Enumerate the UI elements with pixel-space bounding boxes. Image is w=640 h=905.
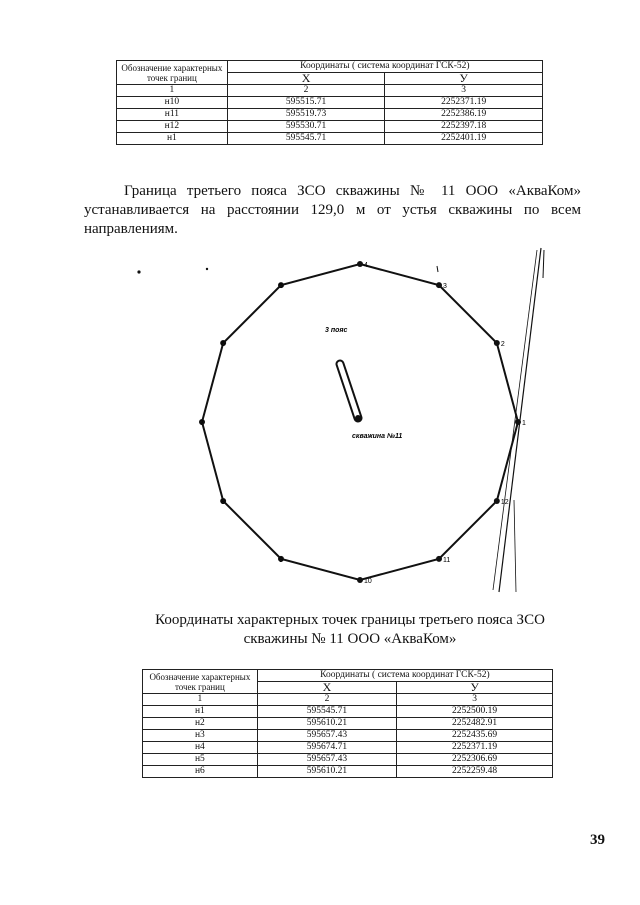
column-number: 2	[227, 85, 385, 97]
point-cell: н1	[117, 133, 228, 145]
point-cell: н11	[117, 109, 228, 121]
page-number: 39	[590, 832, 605, 848]
y-cell: 2252482.91	[397, 718, 553, 730]
table-row	[143, 766, 553, 778]
y-cell: 2252306.69	[397, 754, 553, 766]
well-label: скважина №11	[352, 433, 403, 440]
stray-mark	[437, 266, 438, 272]
y-cell: 2252371.19	[397, 742, 553, 754]
point-cell: н4	[143, 742, 258, 754]
boundary-point	[436, 556, 442, 562]
paragraph-line: устанавливается на расстоянии 129,0 м от устья скважины по всем	[84, 202, 581, 218]
boundary-point-label: 8	[221, 499, 226, 506]
boundary-point-label: 1	[522, 420, 526, 427]
paragraph-line: Граница третьего пояса ЗСО скважины № 11 ООО «АкваКом»	[124, 183, 581, 199]
boundary-point-label: 5	[279, 283, 283, 291]
column-number: 3	[397, 694, 553, 706]
road-line	[514, 500, 516, 592]
boundary-point	[436, 282, 442, 288]
boundary-point	[515, 419, 521, 425]
boundary-point-label: 3	[443, 283, 447, 291]
table-row	[143, 742, 553, 754]
column-number: 2	[257, 694, 396, 706]
boundary-point-label: 12	[500, 499, 509, 506]
boundary-point-label: 7	[200, 420, 204, 427]
paragraph-line: направлениям.	[84, 221, 178, 237]
x-header: X	[227, 73, 385, 85]
boundary-points	[199, 261, 526, 585]
column-number: 1	[143, 694, 258, 706]
y-cell: 2252397.18	[385, 121, 543, 133]
designation-header: Обозначение характерных точек границ	[117, 61, 228, 85]
table-caption	[100, 611, 600, 649]
x-cell: 595610.21	[257, 766, 396, 778]
coordinates-table-2	[142, 669, 553, 778]
column-number-row	[143, 694, 553, 706]
boundary-point	[494, 498, 500, 504]
x-cell: 595657.43	[257, 754, 396, 766]
y-cell: 2252371.19	[385, 97, 543, 109]
x-cell: 595657.43	[257, 730, 396, 742]
caption-line: Координаты характерных точек границы третьего пояса ЗСО	[155, 612, 545, 628]
x-cell: 595530.71	[227, 121, 385, 133]
coordinates-header: Координаты ( система координат ГСК-52)	[257, 670, 552, 682]
x-cell: 595674.71	[257, 742, 396, 754]
road-line	[543, 250, 544, 278]
boundary-point-label: 2	[500, 341, 505, 348]
x-cell: 595515.71	[227, 97, 385, 109]
boundary-point-label: 4	[364, 262, 368, 269]
column-number: 3	[385, 85, 543, 97]
point-cell: н1	[143, 706, 258, 718]
point-cell: н6	[143, 766, 258, 778]
caption-line: скважины № 11 ООО «АкваКом»	[243, 631, 457, 647]
boundary-point-label: 11	[443, 556, 451, 564]
designation-header: Обозначение характерных точек границ	[143, 670, 258, 694]
stray-mark	[137, 270, 140, 273]
y-cell: 2252435.69	[397, 730, 553, 742]
x-cell: 595545.71	[227, 133, 385, 145]
point-cell: н3	[143, 730, 258, 742]
well-symbol	[340, 364, 361, 421]
boundary-point-label: 9	[279, 556, 283, 564]
y-cell: 2252401.19	[385, 133, 543, 145]
x-cell: 595519.73	[227, 109, 385, 121]
point-cell: н10	[117, 97, 228, 109]
y-cell: 2252386.19	[385, 109, 543, 121]
coordinates-header: Координаты ( система координат ГСК-52)	[227, 61, 542, 73]
y-header: У	[385, 73, 543, 85]
boundary-point	[357, 577, 363, 583]
boundary-point-label: 6	[221, 341, 226, 348]
table-row	[143, 730, 553, 742]
table-row	[143, 706, 553, 718]
x-cell: 595545.71	[257, 706, 396, 718]
stray-mark	[206, 268, 208, 270]
boundary-point	[494, 340, 500, 346]
column-number: 1	[117, 85, 228, 97]
boundary-point-label: 10	[364, 578, 372, 585]
y-cell: 2252259.48	[397, 766, 553, 778]
table-row	[143, 754, 553, 766]
x-header: X	[257, 682, 396, 694]
point-cell: н12	[117, 121, 228, 133]
y-header: У	[397, 682, 553, 694]
y-cell: 2252500.19	[397, 706, 553, 718]
point-cell: н2	[143, 718, 258, 730]
zone-label: 3 пояс	[325, 327, 348, 334]
boundary-point	[357, 261, 363, 267]
point-cell: н5	[143, 754, 258, 766]
x-cell: 595610.21	[257, 718, 396, 730]
table-row	[143, 718, 553, 730]
